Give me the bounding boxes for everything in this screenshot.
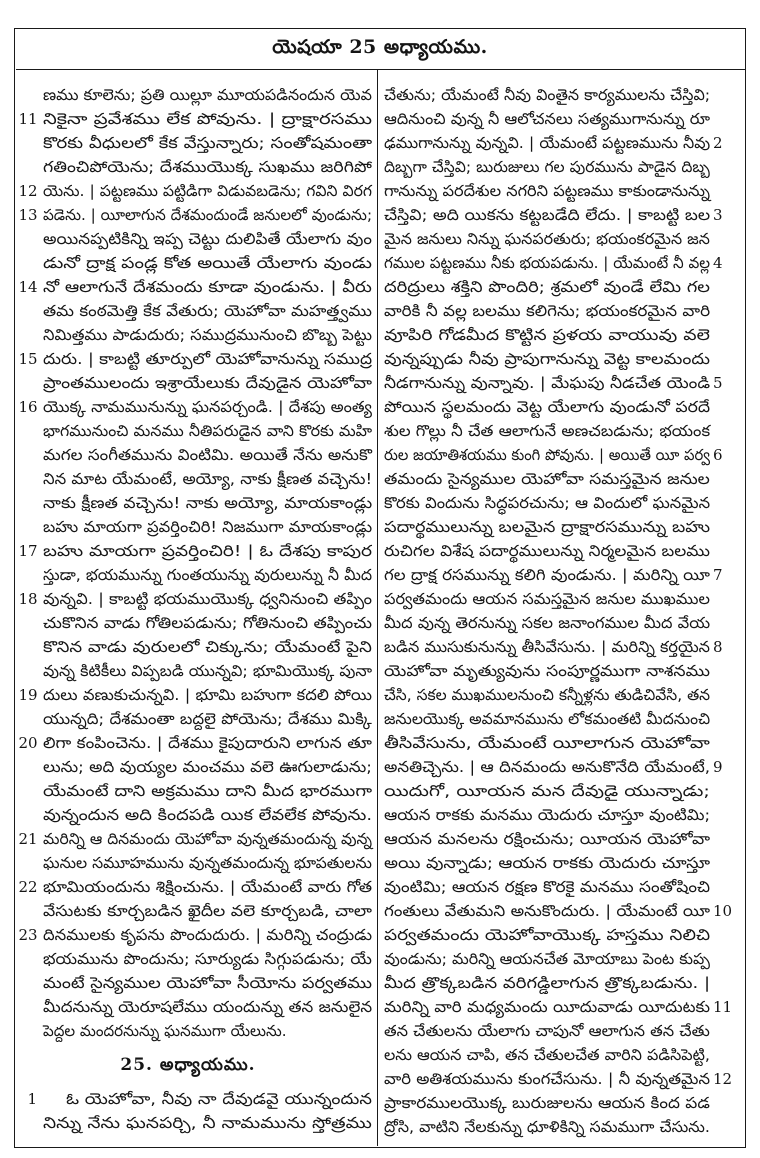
left-column [16,70,378,1146]
text-line [379,515,744,539]
line-text: మీద వున్న తెరనున్ను సకల జనాంగముల మీద వేయ [384,614,711,632]
line-text: బహు మాయగా ప్రవర్తించిరి! నిజముగా మాయకాండ్లు [42,518,372,536]
text-line [16,107,377,131]
line-text: లిగా కంపించెను. | దేశము కైపుదారుని లాగున తూ [42,734,372,752]
text-line [16,539,377,563]
text-line [16,1087,377,1111]
line-text: ద్రోసి, వాటిని నేలకున్ను ధూళికిన్ని సమముగా చేసును. [384,1118,710,1136]
chapter-heading: 25. అధ్యాయము. [120,1055,256,1075]
text-line [379,851,744,875]
line-text: తమ కంఠమెత్తి కేక వేతురు; యెహోవా మహత్త్వము [42,302,372,320]
line-text: పోయిన స్థలమందు వెట్ట యేలాగు వుండునో పరదే [384,398,711,416]
right-column [379,70,744,1146]
text-line [16,1019,377,1043]
text-line [16,827,377,851]
verse-number: 2 [713,134,723,152]
line-text: రుచిగల విశేష పదార్థములున్ను నిర్మలమైన బలము [384,542,711,560]
text-line [16,899,377,923]
text-line [379,803,744,827]
text-line [379,371,744,395]
line-text: మీద త్రొక్కబడిన వరిగడ్డిలాగున త్రొక్కబడును. | [384,974,711,992]
text-line [379,419,744,443]
verse-number: 7 [713,566,723,584]
text-line [16,203,377,227]
line-text: ఘనుల సమూహమును వున్నతమందున్న భూపతులను [42,854,372,872]
line-text: వున్నందున అది కిందపడి యిక లేవలేక పోవును. [42,806,372,824]
verse-number: 8 [713,638,723,656]
text-line [16,731,377,755]
line-text: లును; అది వుయ్యల మంచము వలె ఊగులాడును; [42,758,372,776]
line-text: కొరకు విందును సిద్ధపరచును; ఆ విందులో ఘనమైన [384,494,711,512]
text-line [16,491,377,515]
text-line [16,371,377,395]
page-title: యెషయా 25 అధ్యాయము. [272,35,488,58]
text-line [379,395,744,419]
line-text: తన చేతులను యేలాగు చాపునో ఆలాగున తన చేతు [384,1022,710,1040]
line-text: వుంటిమి; ఆయన రక్షణ కొరకై మనము సంతోషించి [384,878,710,896]
line-text: వున్నప్పుడు నీవు ప్రాపుగానున్ను వెట్ట కాలమందు [384,350,711,368]
line-text: వారి అతిశయమును కుంగచేసును. | నీ వున్నతమైన [384,1070,711,1088]
line-text: మైన జనులు నిన్ను ఘనపరతురు; భయంకరమైన జన [384,230,710,248]
line-text: భాగమునుంచి మనము నీతిపరుడైన వాని కొరకు మహి [42,422,372,440]
text-line [16,179,377,203]
line-text: పెద్దల మందరనున్ను ఘనముగా యేలును. [42,1022,287,1040]
text-line [379,731,744,755]
line-text: దినములకు కృపను పొందుదురు. | మరిన్ని చంద్రుడు [42,926,372,944]
verse-number: 1 [27,1090,38,1108]
text-line [16,251,377,275]
verse-number: 14 [18,278,38,296]
line-text: దులు వణుకుచున్నవి. | భూమి బహుగా కదలి పోయి [42,686,372,704]
verse-number: 4 [713,254,723,272]
line-text: యెను. | పట్టణము పట్టిడిగా విడువబడెను; గవిని విరగ [42,182,372,200]
line-text: అయి వున్నాడు; ఆయన రాకకు యెదురు చూస్తూ [384,854,711,872]
text-line [379,563,744,587]
line-text: మరిన్ని ఆ దినమందు యెహోవా వున్నతమందున్న వున్న [42,830,372,848]
text-line [379,635,744,659]
line-text: గతించిపోయెను; దేశముయొక్క సుఖము జరిగిపో [42,158,372,176]
line-text: పర్వతమందు ఆయన సమస్తమైన జనుల ముఖముల [384,590,710,608]
line-text: జనులయొక్క అవమానమును లోకమంతటి మీదనుంచి [384,710,711,728]
line-text: నీడగానున్ను వున్నావు. | మేఘపు నీడచేత యెండి [384,374,711,392]
text-line [379,755,744,779]
text-line [16,83,377,107]
line-text: స్తుడా, భయమున్ను గుంతయున్ను వురులున్ను నీ మీద [42,566,372,584]
line-text: పదార్థములున్ను బలమైన ద్రాక్షారసమున్ను బహు [384,518,711,536]
text-line [379,1067,744,1091]
line-text: దిబ్బగా చేస్తివి; బురుజులు గల పురమును పాడైన దిబ్బ [384,158,710,176]
line-text: గల ద్రాక్ష రసమున్ను కలిగి వుండును. | మరిన్ని యీ [384,566,710,584]
text-line [379,539,744,563]
text-line [379,683,744,707]
text-line [379,875,744,899]
line-text: భయమును పొందును; సూర్యుడు సిగ్గుపడును; యే [42,950,372,968]
verse-number: 23 [18,926,38,944]
text-line [379,611,744,635]
line-text: ఆదినుంచి వున్న నీ ఆలోచనలు సత్యముగానున్ను రూ [384,110,711,128]
text-line [16,707,377,731]
text-line [16,515,377,539]
line-text: భూమియందును శిక్షించును. | యేమంటే వారు గోత [42,878,372,896]
verse-number: 16 [18,398,38,416]
verse-number: 13 [18,206,38,224]
text-line [16,227,377,251]
verse-number: 11 [713,998,733,1016]
line-text: వారికి నీ వల్ల బలము కలిగెను; భయంకరమైన వారి [384,302,711,320]
text-line [379,1019,744,1043]
verse-number: 9 [713,758,723,776]
text-line [16,971,377,995]
text-line [16,803,377,827]
line-text: మరిన్ని వారి మధ్యమందు యీదువాడు యీదుటకు [384,998,711,1016]
line-text: ప్రాకారములయొక్క బురుజులను ఆయన కింద పడ [384,1094,710,1112]
verse-number: 3 [713,206,723,224]
text-line [379,659,744,683]
text-line [16,299,377,323]
text-line [379,587,744,611]
line-text: వుండును; మరిన్ని ఆయనచేత మోయాబు పెంట కుప్ప [384,950,710,968]
text-line [379,299,744,323]
text-line [16,611,377,635]
text-line [16,443,377,467]
line-text: దరిద్రులు శక్తిని పొందిరి; శ్రమలో వుండే లేమి గల [384,278,711,296]
verse-number: 11 [18,110,38,128]
text-line [16,779,377,803]
line-text: చేతును; యేమంటే నీవు వింతైన కార్యములను చేస్తివి; [384,86,711,104]
text-line [16,347,377,371]
line-text: కొరకు వీధులలో కేక వేస్తున్నారు; సంతోషమంతా [42,134,372,152]
line-text: ఆయన మనలను రక్షించును; యీయన యెహోవా [384,830,711,848]
text-line [379,995,744,1019]
text-line [16,467,377,491]
line-text: పడెను. | యీలాగున దేశమందుండే జనులలో వుండును; [42,206,372,224]
line-text: యిదుగో, యీయన మన దేవుడై యున్నాడు; [384,782,710,800]
text-line [379,443,744,467]
text-line [16,323,377,347]
line-text: ణము కూలెను; ప్రతి యిల్లూ మూయపడినందున యెవ [42,86,372,104]
line-text: లను ఆయన చాపి, తన చేతులచేత వారిని పడిసిపెట్టి, [384,1046,711,1064]
text-line [379,203,744,227]
line-text: నికైనా ప్రవేశము లేక పోవును. | ద్రాక్షారసము [42,110,372,128]
line-text: యేమంటే దాని అక్రమము దాని మీద భారముగా [42,782,372,800]
line-text: ఆయన రాకకు మనము యెదురు చూస్తూ వుంటిమి; [384,806,711,824]
text-line [16,851,377,875]
verse-number: 20 [18,734,38,752]
text-line [379,251,744,275]
line-text: వున్న కిటికీలు విప్పబడి యున్నవి; భూమియొక్క పునా [42,662,372,680]
line-text: కొనిన వాడు వురులలో చిక్కును; యేమంటే పైని [42,638,372,656]
line-text: గముల పట్టణము నీకు భయపడును. | యేమంటే నీ వల్ల [384,254,711,272]
text-line [379,491,744,515]
line-text: తమందు సైన్యముల యెహోవా సమస్తమైన జనుల [384,470,710,488]
line-text: డునో ద్రాక్ష పండ్ల కోత అయితే యేలాగు వుండు [42,254,372,272]
line-text: మీదనున్ను యెరూషలేము యందున్ను తన జనులైన [42,998,372,1016]
line-text: చుకొనిన వాడు గోతిలపడును; గోతినుంచి తప్పించు [42,614,372,632]
text-line [16,947,377,971]
line-text: ఓ యెహోవా, నీవు నా దేవుడవై యున్నందున [65,1090,372,1108]
line-text: నిమిత్తము పాడుదురు; సముద్రమునుంచి బొబ్బ పెట్టు [42,326,372,344]
text-line [379,923,744,947]
verse-number: 22 [18,878,38,896]
line-text: నో ఆలాగునే దేశమందు కూడా వుండును. | వీరు [42,278,372,296]
text-line [16,995,377,1019]
line-text: మంటే సైన్యముల యెహోవా సీయోను పర్వతము [42,974,372,992]
line-text: గానున్ను పరదేశుల నగరిని పట్టణము కాకుండానున్ను [384,182,710,200]
line-text: ప్రాంతములందు ఇశ్రాయేలుకు దేవుడైన యెహోవా [42,374,372,392]
line-text: పర్వతమందు యెహోవాయొక్క హస్తము నిలిచి [384,926,711,944]
verse-number: 12 [713,1070,733,1088]
text-line [16,275,377,299]
text-line [379,779,744,803]
line-text: యొక్క నామమునున్ను ఘనపర్చండి. | దేశపు అంత్య [42,398,372,416]
verse-number: 19 [18,686,38,704]
line-text: అయినప్పటికిన్ని ఇప్ప చెట్టు దులిపితే యేలాగు వుం [42,230,372,248]
text-line [379,83,744,107]
text-line [379,131,744,155]
verse-number: 17 [18,542,38,560]
text-line [16,587,377,611]
line-text: బహు మాయగా ప్రవర్తించిరి! | ఓ దేశపు కాపుర [42,542,372,560]
text-line [379,827,744,851]
text-line [16,155,377,179]
text-line [379,275,744,299]
line-text: మగల సంగీతమును వింటిమి. అయితే నేను అనుకొ [42,446,372,464]
line-text: ఢముగానున్ను వున్నవి. | యేమంటే పట్టణమును నీవు [384,134,711,152]
text-line [379,155,744,179]
text-line [16,923,377,947]
text-line [379,227,744,251]
line-text: యెహోవా మృత్యువును సంపూర్ణముగా నాశనము [384,662,710,680]
verse-number: 12 [18,182,38,200]
text-line [379,899,744,923]
text-line [379,1043,744,1067]
verse-number: 18 [18,590,38,608]
line-text: నాకు క్షీణత వచ్చెను! నాకు అయ్యో, మాయకాండ్లు [42,494,372,512]
verse-number: 6 [713,446,723,464]
page-header [16,30,745,70]
text-line [379,1091,744,1115]
text-line [16,563,377,587]
line-text: దురు. | కాబట్టి తూర్పులో యెహోవానున్ను సముద్ర [42,350,372,368]
line-text: నిన్ను నేను ఘనపర్చి, నీ నామమును స్తోత్రము [42,1114,372,1132]
text-line [16,419,377,443]
text-line [379,347,744,371]
text-line [379,467,744,491]
text-line [16,875,377,899]
verse-number: 10 [713,902,733,920]
line-text: వూపిరి గోడమీద కొట్టిన ప్రళయ వాయువు వలె [384,326,710,344]
verse-number: 21 [18,830,38,848]
line-text: శుల గొల్లు నీ చేత ఆలాగునే అణచబడును; భయంక [384,422,711,440]
verse-number: 5 [713,374,723,392]
text-line [16,1111,377,1135]
text-line [379,107,744,131]
line-text: గంతులు వేతుమని అనుకొందురు. | యేమంటే యీ [384,902,711,920]
text-line [16,131,377,155]
line-text: చేసి, సకల ముఖములనుంచి కన్నీళ్లను తుడిచివేసి, తన [384,686,711,704]
line-text: యున్నది; దేశమంతా బద్దలై పోయెను; దేశము మిక్కి [42,710,372,728]
text-line [379,1115,744,1139]
line-text: వేసుటకు కూర్చబడిన ఖైదీల వలె కూర్చబడి, చాలా [42,902,372,920]
line-text: రుల జయాతిశయము కుంగి పోవును. | అయితే యీ పర్వ [384,446,710,464]
text-line [16,659,377,683]
text-line [379,707,744,731]
verse-number: 15 [18,350,38,368]
line-text: వున్నవి. | కాబట్టి భయముయొక్క ధ్వనినుంచి తప్పిం [42,590,372,608]
text-line [16,635,377,659]
line-text: నిన మాట యేమంటే, అయ్యో, నాకు క్షీణత వచ్చెను! [42,470,372,488]
text-line [379,947,744,971]
text-line [16,395,377,419]
line-text: బడిన ముసుకునున్ను తీసివేసును. | మరిన్ని కర్తయైన [384,638,711,656]
text-line [16,755,377,779]
text-line [379,971,744,995]
text-line [379,323,744,347]
line-text: తీసివేసును, యేమంటే యీలాగున యెహోవా [384,734,710,752]
line-text: చేస్తివి; అది యికను కట్టబడేది లేదు. | కాబట్టి బల [384,206,711,224]
text-line [379,179,744,203]
line-text: అనతిచ్చెను. | ఆ దినమందు అనుకొనేది యేమంటే, [384,758,711,776]
text-line [16,683,377,707]
